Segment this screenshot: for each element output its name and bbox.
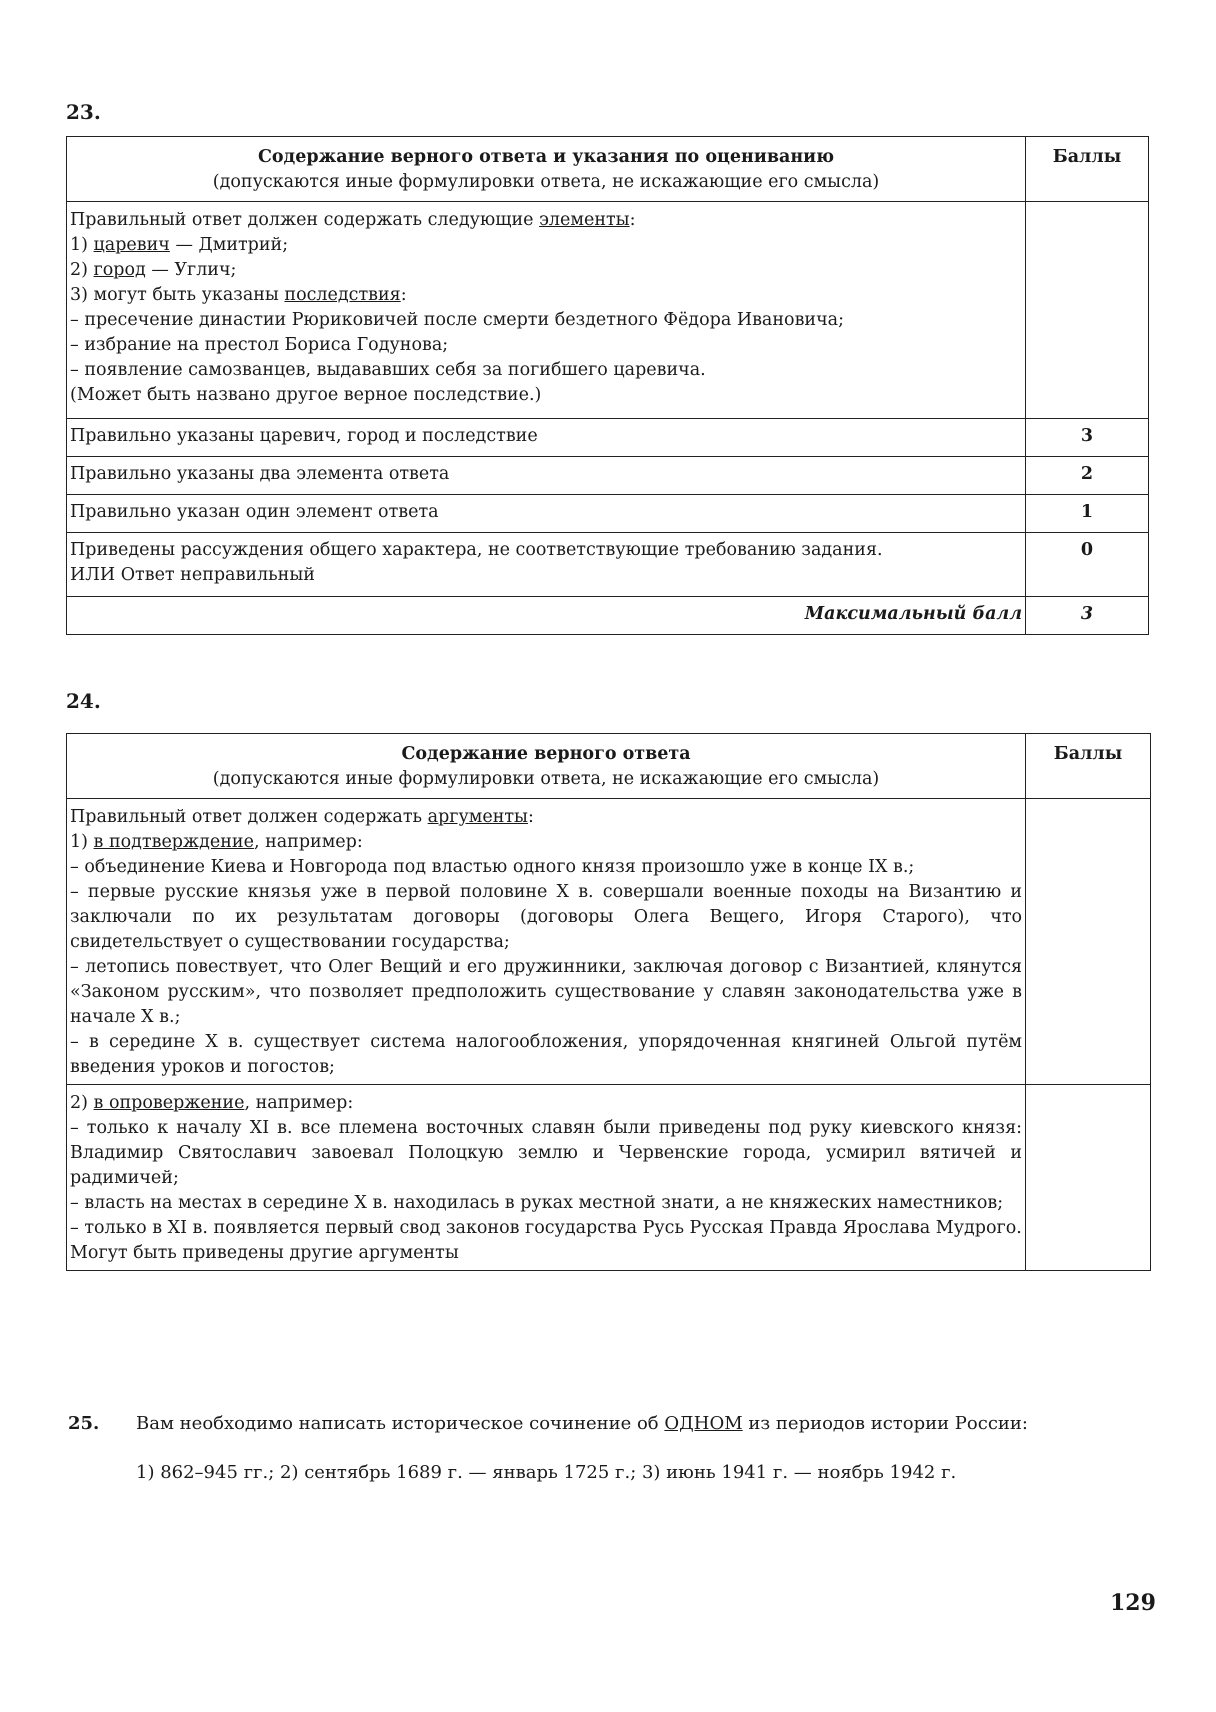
criteria-text bbox=[67, 533, 1026, 597]
question-23-table bbox=[66, 136, 1149, 635]
max-score-row bbox=[67, 597, 1149, 635]
answer-element-1: 1) царевич — Дмитрий; bbox=[70, 235, 289, 255]
criteria-row bbox=[67, 495, 1149, 533]
question-24-table bbox=[66, 733, 1151, 1271]
consequence-item: – пресечение династии Рюриковичей после смерти бездетного Фёдора Ивановича; bbox=[70, 310, 844, 330]
argument-item: – только в XI в. появляется первый свод законов государства Русь Русская Правда Ярослава Мудрого. bbox=[70, 1218, 1022, 1238]
argument-item: – только к началу XI в. все племена восточных славян были приведены под руку киевского князя: Владимир Святославич завоевал Полоцкую землю и Червенские города, усмирил вятичей и радимичей; bbox=[70, 1118, 1023, 1188]
content-header-title: Содержание верного ответа и указания по оцениванию bbox=[257, 147, 835, 167]
content-header-title: Содержание верного ответа bbox=[401, 744, 691, 764]
question-25-periods: 1) 862–945 гг.; 2) сентябрь 1689 г. — январь 1725 г.; 3) июнь 1941 г. — ноябрь 1942 г. bbox=[136, 1462, 957, 1483]
criteria-row bbox=[67, 457, 1149, 495]
answer-content-cell bbox=[67, 202, 1026, 419]
answer-intro: Правильный ответ должен содержать следующие элементы: bbox=[70, 210, 636, 230]
answer-note: (Может быть названо другое верное последствие.) bbox=[70, 385, 542, 405]
refute-arguments-cell bbox=[67, 1085, 1026, 1271]
content-header-cell bbox=[67, 137, 1026, 202]
points-header-cell: Баллы bbox=[1026, 734, 1151, 799]
criteria-text: Правильно указаны два элемента ответа bbox=[67, 457, 1026, 495]
refute-heading: 2) в опровержение, например: bbox=[70, 1093, 354, 1113]
criteria-points: 2 bbox=[1026, 457, 1149, 495]
argument-item: Могут быть приведены другие аргументы bbox=[70, 1243, 459, 1263]
refute-arguments-row bbox=[67, 1085, 1151, 1271]
answer-element-3: 3) могут быть указаны последствия: bbox=[70, 285, 407, 305]
content-header-cell bbox=[67, 734, 1026, 799]
max-score-value: 3 bbox=[1026, 597, 1149, 635]
question-23-number: 23. bbox=[66, 100, 101, 124]
criteria-text: Правильно указаны царевич, город и последствие bbox=[67, 419, 1026, 457]
criteria-text-line: Приведены рассуждения общего характера, не соответствующие требованию задания. bbox=[70, 540, 883, 560]
criteria-points: 0 bbox=[1026, 533, 1149, 597]
question-25-text: Вам необходимо написать историческое сочинение об ОДНОМ из периодов истории России: bbox=[136, 1413, 1028, 1434]
argument-item: – в середине X в. существует система налогообложения, упорядоченная княгиней Ольгой путём введения уроков и погостов; bbox=[70, 1032, 1023, 1077]
argument-item: – объединение Киева и Новгорода под властью одного князя произошло уже в конце IX в.; bbox=[70, 857, 915, 877]
question-24-number: 24. bbox=[66, 689, 101, 713]
confirm-heading: 1) в подтверждение, например: bbox=[70, 832, 363, 852]
criteria-row bbox=[67, 419, 1149, 457]
page-number: 129 bbox=[1110, 1590, 1156, 1616]
criteria-text-line: ИЛИ Ответ неправильный bbox=[70, 565, 315, 585]
empty-points-cell bbox=[1026, 799, 1151, 1085]
arguments-intro: Правильный ответ должен содержать аргументы: bbox=[70, 807, 534, 827]
table-header-row bbox=[67, 734, 1151, 799]
max-score-label: Максимальный балл bbox=[67, 597, 1026, 635]
content-header-subtitle: (допускаются иные формулировки ответа, не искажающие его смысла) bbox=[212, 172, 880, 192]
argument-item: – власть на местах в середине X в. находилась в руках местной знати, а не княжеских наместников; bbox=[70, 1193, 1004, 1213]
answer-element-2: 2) город — Углич; bbox=[70, 260, 237, 280]
criteria-text: Правильно указан один элемент ответа bbox=[67, 495, 1026, 533]
criteria-points: 1 bbox=[1026, 495, 1149, 533]
consequence-item: – избрание на престол Бориса Годунова; bbox=[70, 335, 449, 355]
question-25-number: 25. bbox=[68, 1413, 100, 1434]
answer-content-row bbox=[67, 202, 1149, 419]
criteria-row bbox=[67, 533, 1149, 597]
content-header-subtitle: (допускаются иные формулировки ответа, не искажающие его смысла) bbox=[212, 769, 880, 789]
confirm-arguments-row bbox=[67, 799, 1151, 1085]
empty-points-cell bbox=[1026, 1085, 1151, 1271]
criteria-points: 3 bbox=[1026, 419, 1149, 457]
points-header-cell: Баллы bbox=[1026, 137, 1149, 202]
emphasis-one: ОДНОМ bbox=[664, 1413, 743, 1434]
argument-item: – летопись повествует, что Олег Вещий и его дружинники, заключая договор с Византией, клянутся «Законом русским», что позволяет предположить существование у славян законодательства уже в начале X в.; bbox=[70, 957, 1023, 1027]
confirm-arguments-cell bbox=[67, 799, 1026, 1085]
argument-item: – первые русские князья уже в первой половине X в. совершали военные походы на Византию и заключали по их результатам договоры (договоры Олега Вещего, Игоря Старого), что свидетельствует о существовании государства; bbox=[70, 882, 1023, 952]
empty-points-cell bbox=[1026, 202, 1149, 419]
consequence-item: – появление самозванцев, выдававших себя за погибшего царевича. bbox=[70, 360, 706, 380]
table-header-row bbox=[67, 137, 1149, 202]
